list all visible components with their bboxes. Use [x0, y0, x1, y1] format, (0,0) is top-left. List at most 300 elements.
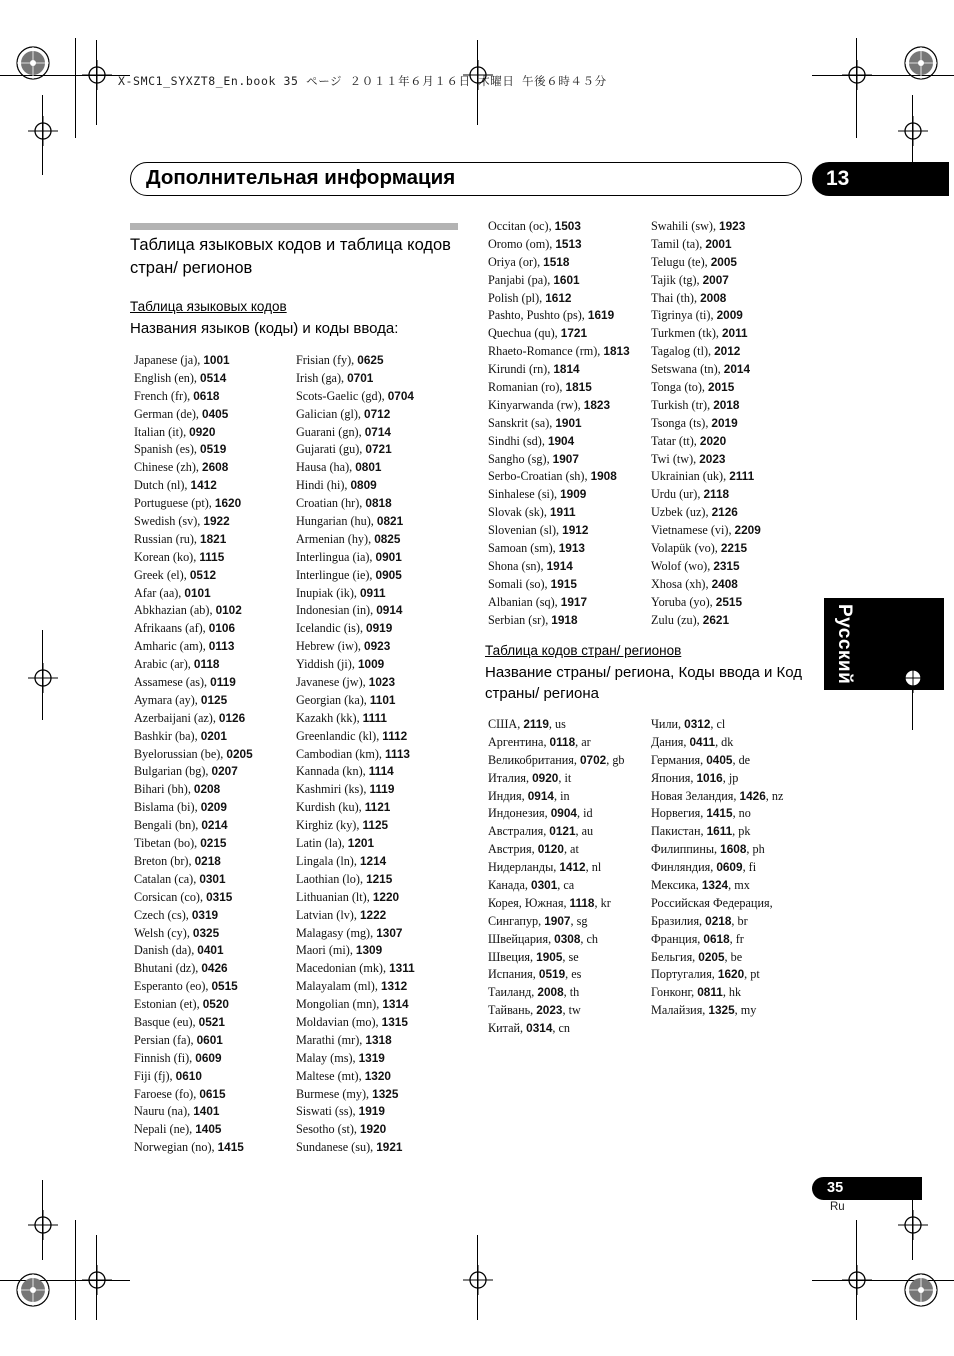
- entry-code: 0118: [193, 657, 220, 672]
- entry-code: 0721: [365, 442, 392, 457]
- language-entry: [651, 290, 761, 308]
- language-entry: [296, 656, 415, 674]
- country-entry: [488, 1002, 625, 1020]
- entry-name: Japanese (ja),: [134, 353, 204, 367]
- entry-name: Китай,: [488, 1021, 527, 1036]
- language-entry: [651, 254, 761, 272]
- entry-code: 0301: [199, 871, 226, 886]
- entry-name: Malay (ms),: [296, 1050, 359, 1065]
- language-entry: [134, 871, 253, 889]
- language-entry: [296, 424, 415, 442]
- entry-code: 0205: [226, 746, 253, 761]
- entry-code: 0315: [206, 889, 233, 904]
- side-tab-label: Русский: [834, 603, 855, 685]
- language-list-col1: [134, 352, 253, 1157]
- entry-code: 0914: [527, 788, 554, 803]
- entry-name: Италия,: [488, 770, 533, 785]
- entry-code: 1426: [739, 788, 766, 803]
- entry-code: 1307: [376, 925, 403, 940]
- language-entry: [651, 468, 761, 486]
- language-entry: [296, 692, 415, 710]
- entry-country-code: , sg: [570, 913, 588, 928]
- entry-country-code: , es: [565, 967, 582, 982]
- entry-code: 1904: [547, 433, 575, 448]
- entry-name: Mongolian (mn),: [296, 997, 383, 1012]
- entry-code: 0201: [200, 728, 227, 743]
- entry-code: 1125: [362, 818, 389, 833]
- entry-name: Burmese (my),: [296, 1086, 373, 1101]
- language-entry: [651, 397, 761, 415]
- entry-name: Frisian (fy),: [296, 353, 358, 367]
- language-entry: [134, 996, 253, 1014]
- entry-code: 0125: [200, 692, 228, 707]
- language-entry: [488, 272, 630, 290]
- entry-name: Korean (ko),: [134, 549, 200, 564]
- language-entry: [296, 710, 415, 728]
- entry-name: Turkish (tr),: [651, 397, 714, 412]
- entry-name: Maori (mi),: [296, 943, 356, 958]
- entry-name: Yoruba (yo),: [651, 594, 716, 609]
- entry-name: Ukrainian (uk),: [651, 469, 730, 484]
- country-entry: [651, 984, 783, 1002]
- entry-name: Latin (la),: [296, 836, 348, 851]
- entry-code: 0818: [365, 496, 392, 511]
- entry-code: 1201: [347, 836, 375, 851]
- language-entry: [296, 620, 415, 638]
- entry-code: 0712: [364, 406, 391, 421]
- language-entry: [296, 853, 415, 871]
- entry-name: Greenlandic (kl),: [296, 728, 383, 743]
- entry-name: Xhosa (xh),: [651, 576, 712, 591]
- entry-name: Tigrinya (ti),: [651, 308, 717, 323]
- entry-name: Малайзия,: [651, 1003, 709, 1018]
- language-list-col4: [651, 218, 761, 629]
- entry-code: 0106: [208, 621, 236, 636]
- country-entry: [488, 966, 625, 984]
- entry-name: Австрия,: [488, 842, 538, 857]
- country-list-col2: [651, 716, 783, 1020]
- entry-code: 0308: [554, 931, 581, 946]
- language-entry: [651, 540, 761, 558]
- language-entry: [488, 254, 630, 272]
- country-entry: [488, 841, 625, 859]
- language-entry: [134, 978, 253, 996]
- entry-name: Hausa (ha),: [296, 460, 356, 475]
- entry-name: Nauru (na),: [134, 1104, 194, 1119]
- entry-name: Швейцария,: [488, 931, 555, 946]
- entry-name: Occitan (oc),: [488, 219, 555, 233]
- entry-code: 1620: [214, 496, 242, 511]
- language-entry: [296, 1050, 415, 1068]
- language-entry: [134, 710, 253, 728]
- language-entry: [651, 415, 761, 433]
- entry-code: 1619: [587, 308, 615, 323]
- country-entry: [651, 734, 783, 752]
- entry-code: 1001: [203, 353, 230, 367]
- language-entry: [134, 692, 253, 710]
- entry-name: Sesotho (st),: [296, 1122, 360, 1137]
- language-entry: [296, 817, 415, 835]
- entry-code: 0809: [350, 478, 377, 493]
- language-entry: [296, 638, 415, 656]
- entry-name: Laothian (lo),: [296, 871, 367, 886]
- entry-name: Turkmen (tk),: [651, 326, 722, 341]
- entry-code: 2126: [711, 505, 738, 520]
- entry-name: Welsh (cy),: [134, 925, 193, 940]
- entry-code: 0215: [200, 836, 227, 851]
- language-entry: [296, 477, 415, 495]
- entry-code: 0120: [537, 842, 564, 857]
- entry-name: Spanish (es),: [134, 442, 201, 457]
- entry-name: Великобритания,: [488, 752, 580, 767]
- entry-code: 0126: [218, 710, 246, 725]
- entry-name: German (de),: [134, 406, 203, 421]
- entry-country-code: , hk: [722, 985, 742, 1000]
- language-entry: [134, 406, 253, 424]
- registration-target-icon: [903, 45, 939, 81]
- entry-code: 1118: [569, 895, 595, 910]
- entry-code: 0118: [549, 734, 576, 749]
- language-entry: [651, 307, 761, 325]
- language-entry: [296, 388, 415, 406]
- entry-code: 1311: [389, 961, 415, 976]
- entry-code: 2023: [536, 1003, 563, 1018]
- entry-name: Serbo-Croatian (sh),: [488, 469, 591, 484]
- entry-name: Italian (it),: [134, 424, 190, 439]
- entry-code: 0821: [376, 514, 404, 529]
- entry-name: Georgian (ka),: [296, 692, 370, 707]
- language-entry: [651, 612, 761, 630]
- entry-code: 1513: [555, 236, 582, 251]
- language-entry: [134, 352, 253, 370]
- entry-code: 1016: [696, 770, 723, 785]
- language-entry: [651, 433, 761, 451]
- language-entry: [651, 361, 761, 379]
- entry-code: 0312: [684, 717, 711, 731]
- entry-name: Czech (cs),: [134, 907, 192, 922]
- entry-code: 1415: [217, 1140, 244, 1155]
- entry-name: Hindi (hi),: [296, 478, 351, 493]
- language-entry: [134, 459, 253, 477]
- entry-name: Индия,: [488, 788, 528, 803]
- language-entry: [488, 307, 630, 325]
- entry-code: 1721: [560, 326, 588, 341]
- language-entry: [296, 1014, 415, 1032]
- entry-name: Malayalam (ml),: [296, 979, 381, 994]
- entry-code: 1814: [553, 362, 580, 377]
- crosshair-icon: [82, 60, 112, 90]
- entry-name: Pashto, Pushto (ps),: [488, 308, 588, 323]
- entry-name: Urdu (ur),: [651, 487, 704, 502]
- entry-code: 0121: [549, 824, 576, 839]
- language-entry: [134, 388, 253, 406]
- country-entry: [488, 788, 625, 806]
- entry-name: Interlingua (ia),: [296, 549, 376, 564]
- country-entry: [651, 966, 783, 984]
- entry-code: 2119: [523, 717, 549, 731]
- language-entry: [296, 602, 415, 620]
- country-entry: [488, 734, 625, 752]
- entry-name: Сингапур,: [488, 913, 545, 928]
- entry-code: 0521: [198, 1014, 225, 1029]
- language-entry: [651, 522, 761, 540]
- entry-code: 1815: [565, 380, 592, 395]
- entry-code: 0515: [211, 979, 238, 994]
- entry-name: Shona (sn),: [488, 558, 547, 573]
- language-entry: [134, 1139, 253, 1157]
- entry-name: Lingala (ln),: [296, 853, 360, 868]
- country-entry: [488, 805, 625, 823]
- entry-name: Swahili (sw),: [651, 219, 720, 233]
- language-entry: [134, 746, 253, 764]
- language-entry: [296, 406, 415, 424]
- entry-name: Cambodian (km),: [296, 746, 386, 761]
- entry-country-code: , no: [732, 806, 751, 821]
- language-entry: [134, 513, 253, 531]
- entry-name: Kirundi (rn),: [488, 362, 554, 377]
- entry-code: 1913: [558, 541, 585, 556]
- language-entry: [134, 817, 253, 835]
- language-list-col2: [296, 352, 415, 1157]
- entry-code: 1325: [372, 1086, 399, 1101]
- language-entry: [488, 433, 630, 451]
- country-entry: [651, 752, 783, 770]
- entry-code: 0920: [189, 424, 216, 439]
- entry-code: 0209: [200, 800, 227, 815]
- entry-name: Корея, Южная,: [488, 895, 570, 910]
- entry-country-code: , fi: [742, 860, 757, 875]
- language-entry: [296, 889, 415, 907]
- language-entry: [134, 835, 253, 853]
- language-table-subheading: Названия языков (коды) и коды ввода:: [130, 320, 399, 337]
- entry-name: Quechua (qu),: [488, 326, 561, 341]
- entry-code: 1911: [549, 505, 576, 520]
- entry-code: 1320: [364, 1068, 391, 1083]
- entry-name: Slovenian (sl),: [488, 523, 563, 538]
- entry-name: Tatar (tt),: [651, 433, 700, 448]
- entry-code: 2014: [723, 362, 751, 377]
- crop-line: [75, 1220, 76, 1320]
- country-entry: [651, 895, 783, 913]
- language-entry: [488, 594, 630, 612]
- language-entry: [488, 361, 630, 379]
- entry-code: 1415: [706, 806, 733, 821]
- entry-code: 2111: [729, 469, 755, 484]
- entry-code: 0405: [202, 406, 229, 421]
- country-entry: [488, 931, 625, 949]
- entry-code: 1921: [376, 1140, 403, 1155]
- entry-name: Sangho (sg),: [488, 451, 553, 466]
- entry-country-code: , th: [563, 985, 580, 1000]
- entry-code: 1920: [359, 1122, 387, 1137]
- entry-name: Afar (aa),: [134, 585, 185, 600]
- language-entry: [296, 585, 415, 603]
- language-entry: [134, 925, 253, 943]
- language-entry: [488, 504, 630, 522]
- language-entry: [296, 1103, 415, 1121]
- language-entry: [296, 1032, 415, 1050]
- language-entry: [488, 576, 630, 594]
- entry-name: Macedonian (mk),: [296, 961, 390, 976]
- entry-name: Sundanese (su),: [296, 1140, 377, 1155]
- entry-code: 0514: [200, 370, 227, 385]
- language-entry: [488, 415, 630, 433]
- entry-code: 1620: [717, 967, 745, 982]
- entry-name: Russian (ru),: [134, 531, 201, 546]
- country-entry: [651, 931, 783, 949]
- entry-code: 1915: [550, 576, 577, 591]
- entry-code: 1121: [364, 800, 391, 815]
- entry-code: 0411: [689, 734, 716, 749]
- entry-code: 1813: [603, 344, 630, 359]
- entry-code: 1314: [382, 997, 409, 1012]
- entry-code: 2009: [716, 308, 743, 323]
- entry-code: 2118: [703, 487, 730, 502]
- language-entry: [134, 853, 253, 871]
- language-entry: [651, 576, 761, 594]
- entry-code: 1412: [190, 478, 217, 493]
- country-entry: [651, 805, 783, 823]
- language-list-col3: [488, 218, 630, 629]
- entry-code: 1114: [368, 764, 394, 779]
- language-entry: [134, 763, 253, 781]
- print-header: X-SMC1_SYXZT8_En.book 35 ページ ２０１１年６月１６日 木曜日 午後６時４５分: [118, 74, 607, 88]
- language-entry: [651, 236, 761, 254]
- entry-country-code: , au: [575, 824, 594, 839]
- language-entry: [651, 451, 761, 469]
- language-entry: [488, 540, 630, 558]
- entry-name: Polish (pl),: [488, 290, 546, 305]
- entry-name: Tajik (tg),: [651, 272, 703, 287]
- language-entry: [296, 871, 415, 889]
- country-entry: [651, 859, 783, 877]
- entry-country-code: , ca: [557, 878, 575, 893]
- entry-name: Thai (th),: [651, 290, 701, 305]
- entry-name: Faroese (fo),: [134, 1086, 200, 1101]
- language-entry: [296, 549, 415, 567]
- entry-name: Bislama (bi),: [134, 800, 201, 815]
- entry-code: 1919: [358, 1104, 385, 1119]
- entry-code: 0714: [364, 424, 391, 439]
- language-entry: [651, 272, 761, 290]
- entry-name: Lithuanian (lt),: [296, 889, 373, 904]
- entry-code: 2608: [202, 460, 229, 475]
- entry-name: Byelorussian (be),: [134, 746, 227, 761]
- entry-code: 1112: [382, 728, 408, 743]
- country-entry: [488, 859, 625, 877]
- entry-country-code: , my: [734, 1003, 757, 1018]
- entry-code: 2015: [708, 380, 735, 395]
- language-entry: [134, 674, 253, 692]
- entry-name: Greek (el),: [134, 567, 190, 582]
- entry-country-code: , pk: [732, 824, 751, 839]
- language-entry: [134, 1068, 253, 1086]
- entry-code: 0101: [184, 585, 211, 600]
- entry-code: 1908: [590, 469, 617, 484]
- entry-name: Indonesian (in),: [296, 603, 377, 618]
- entry-name: Abkhazian (ab),: [134, 603, 216, 618]
- language-entry: [651, 486, 761, 504]
- entry-country-code: , nl: [585, 860, 602, 875]
- language-entry: [134, 370, 253, 388]
- entry-name: Norwegian (no),: [134, 1140, 218, 1155]
- entry-name: Австралия,: [488, 824, 550, 839]
- entry-name: Пакистан,: [651, 824, 707, 839]
- entry-name: Rhaeto-Romance (rm),: [488, 344, 604, 359]
- language-entry: [296, 1139, 415, 1157]
- entry-name: Icelandic (is),: [296, 621, 367, 636]
- entry-name: Гонконг,: [651, 985, 698, 1000]
- country-entry: [488, 949, 625, 967]
- entry-name: Amharic (am),: [134, 639, 209, 654]
- language-entry: [134, 1050, 253, 1068]
- country-entry: [488, 1020, 625, 1038]
- language-entry: [488, 343, 630, 361]
- entry-country-code: , ar: [575, 734, 591, 749]
- entry-name: Tamil (ta),: [651, 236, 706, 251]
- entry-name: Twi (tw),: [651, 451, 700, 466]
- language-entry: [134, 728, 253, 746]
- crosshair-icon: [28, 116, 58, 146]
- entry-country-code: , id: [577, 806, 593, 821]
- language-entry: [651, 325, 761, 343]
- entry-code: 0218: [705, 913, 732, 928]
- entry-country-code: , jp: [722, 770, 739, 785]
- entry-country-code: , kr: [594, 895, 611, 910]
- entry-code: 1113: [385, 746, 410, 761]
- language-entry: [296, 567, 415, 585]
- language-entry: [651, 504, 761, 522]
- country-entry: [488, 823, 625, 841]
- country-entry: [651, 716, 783, 734]
- entry-code: 0205: [698, 949, 725, 964]
- entry-name: Wolof (wo),: [651, 558, 714, 573]
- entry-country-code: , fr: [729, 931, 744, 946]
- entry-name: Galician (gl),: [296, 406, 365, 421]
- entry-country-code: , cl: [710, 717, 726, 731]
- entry-code: 0610: [175, 1068, 202, 1083]
- language-entry: [134, 1032, 253, 1050]
- language-entry: [296, 763, 415, 781]
- entry-code: 1608: [720, 842, 747, 857]
- entry-code: 2007: [702, 272, 729, 287]
- entry-country-code: , de: [732, 752, 751, 767]
- language-entry: [296, 942, 415, 960]
- entry-code: 0801: [355, 460, 382, 475]
- entry-code: 2621: [702, 612, 730, 627]
- entry-name: Albanian (sq),: [488, 594, 561, 609]
- entry-name: Scots-Gaelic (gd),: [296, 388, 388, 403]
- chapter-number: 13: [812, 162, 949, 196]
- crosshair-icon: [898, 663, 928, 693]
- entry-name: Bashkir (ba),: [134, 728, 201, 743]
- entry-code: 2408: [711, 576, 738, 591]
- country-entry: [488, 716, 625, 734]
- entry-name: Fiji (fj),: [134, 1068, 176, 1083]
- entry-code: 1319: [358, 1050, 385, 1065]
- crosshair-icon: [898, 116, 928, 146]
- entry-code: 0618: [193, 388, 220, 403]
- entry-name: Bulgarian (bg),: [134, 764, 212, 779]
- entry-code: 0914: [376, 603, 403, 618]
- crosshair-icon: [28, 663, 58, 693]
- entry-code: 0825: [374, 531, 401, 546]
- entry-name: Uzbek (uz),: [651, 505, 712, 520]
- entry-code: 0919: [366, 621, 393, 636]
- crosshair-icon: [28, 1210, 58, 1240]
- entry-code: 0512: [189, 567, 217, 582]
- language-entry: [134, 567, 253, 585]
